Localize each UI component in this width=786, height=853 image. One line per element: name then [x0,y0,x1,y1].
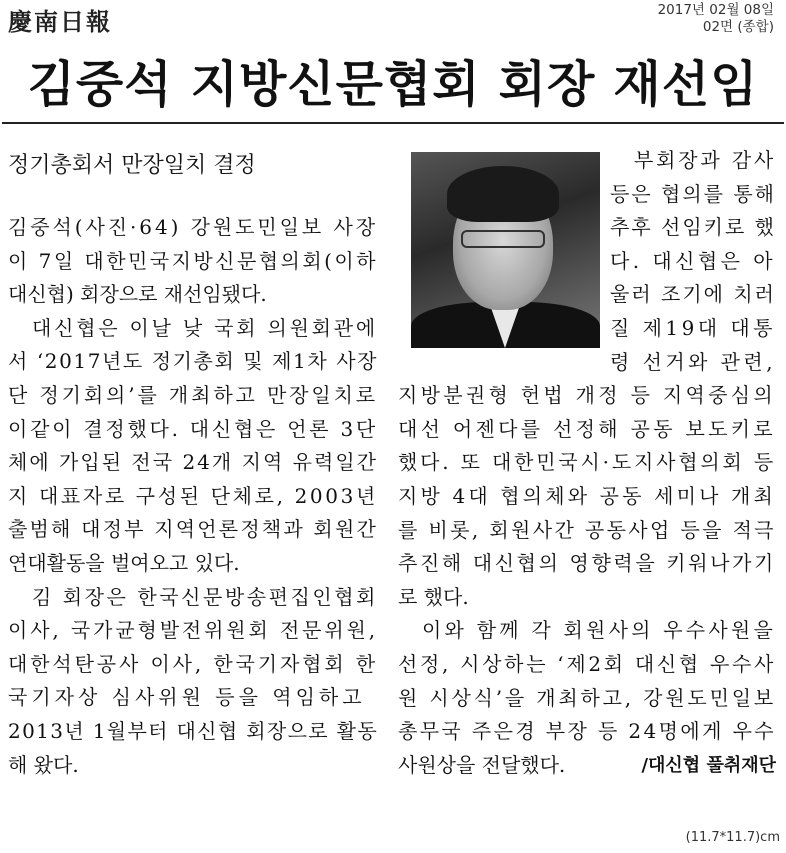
article-line: 다. 대신협은 아 [610,248,776,273]
article-line: 체에 가입된 전국 24개 지역 유력일간 [8,450,378,475]
issue-meta [658,2,774,36]
article-line: 김중석(사진·64) 강원도민일보 사장 [8,215,378,239]
column-right-full [398,379,776,749]
article-line: 대선 어젠다를 선정해 공동 보도키로 [398,416,776,441]
article-line: 해 왔다. [8,752,79,777]
article-line: 단 정기회의’를 개최하고 만장일치로 [8,382,378,407]
article-subhead: 정기총회서 만장일치 결정 [8,153,256,178]
article-line: 이사, 국가균형발전위원회 전문위원, [8,618,378,643]
article-credit: /대신협 풀취재단 [641,754,776,776]
article-line: 추후 선임키로 했 [610,215,776,240]
article-line: 이 7일 대한민국지방신문협의회(이하 [8,248,378,273]
article-line: 총무국 주은경 부장 등 24명에게 우수 [398,719,776,744]
article-line: 대신협은 이날 낮 국회 의원회관에 [32,315,378,340]
article-size-note: (11.7*11.7)cm [685,830,780,845]
article-line: 했다. 또 대한민국시·도지사협의회 등 [398,450,776,475]
article-column-left [8,211,378,782]
article-line: 국기자상 심사위원 등을 역임하고 [8,685,366,710]
issue-date: 2017년 02월 08일 [657,2,774,18]
article-line: 지방 4대 협의체와 공동 세미나 개최 [398,483,776,508]
article-line: 지 대표자로 구성된 단체로, 2003년 [8,483,378,508]
article-line: 원 시상식’을 개최하고, 강원도민일보 [398,685,776,710]
article-line: 선정, 시상하는 ‘제2회 대신협 우수사 [398,651,776,676]
column-right-wrap [610,144,776,379]
article-line: 등은 협의를 통해 [610,181,776,206]
article-headline: 김중석 지방신문협회 회장 재선임 [27,56,759,113]
newspaper-masthead: 慶南日報 [8,7,112,36]
article-line: 서 ‘2017년도 정기총회 및 제1차 사장 [8,349,378,374]
article-line: 를 비롯, 회원사간 공동사업 등을 적극 [398,517,776,542]
article-line: 로 했다. [398,584,469,609]
article-line: 질 제19대 대통 [610,315,776,340]
article-line: 대한석탄공사 이사, 한국기자협회 한 [8,651,378,676]
article-line: 김 회장은 한국신문방송편집인협회 [32,584,378,609]
article-last-line: 사원상을 전달했다. [398,752,566,777]
article-line: 대신협) 회장으로 재선임됐다. [8,282,267,307]
article-line [398,749,776,783]
article-line: 울러 조기에 치러 [610,282,776,307]
page-number: 02면 (종합) [702,19,774,35]
article-line: 2013년 1월부터 대신협 회장으로 활동 [8,718,378,743]
article-line: 출범해 대정부 지역언론정책과 회원간 [8,517,378,542]
headline-divider [2,122,784,124]
article-column-right [398,144,776,782]
article-line: 령 선거와 관련, [610,349,776,374]
article-line: 이와 함께 각 회원사의 우수사원을 [422,618,776,643]
article-line: 지방분권형 헌법 개정 등 지역중심의 [398,383,776,408]
article-line: 이같이 결정했다. 대신협은 언론 3단 [8,416,378,441]
article-line: 연대활동을 벌여오고 있다. [8,550,240,575]
article-line: 부회장과 감사 [634,148,776,172]
article-line: 추진해 대신협의 영향력을 키워나가기 [398,551,776,576]
